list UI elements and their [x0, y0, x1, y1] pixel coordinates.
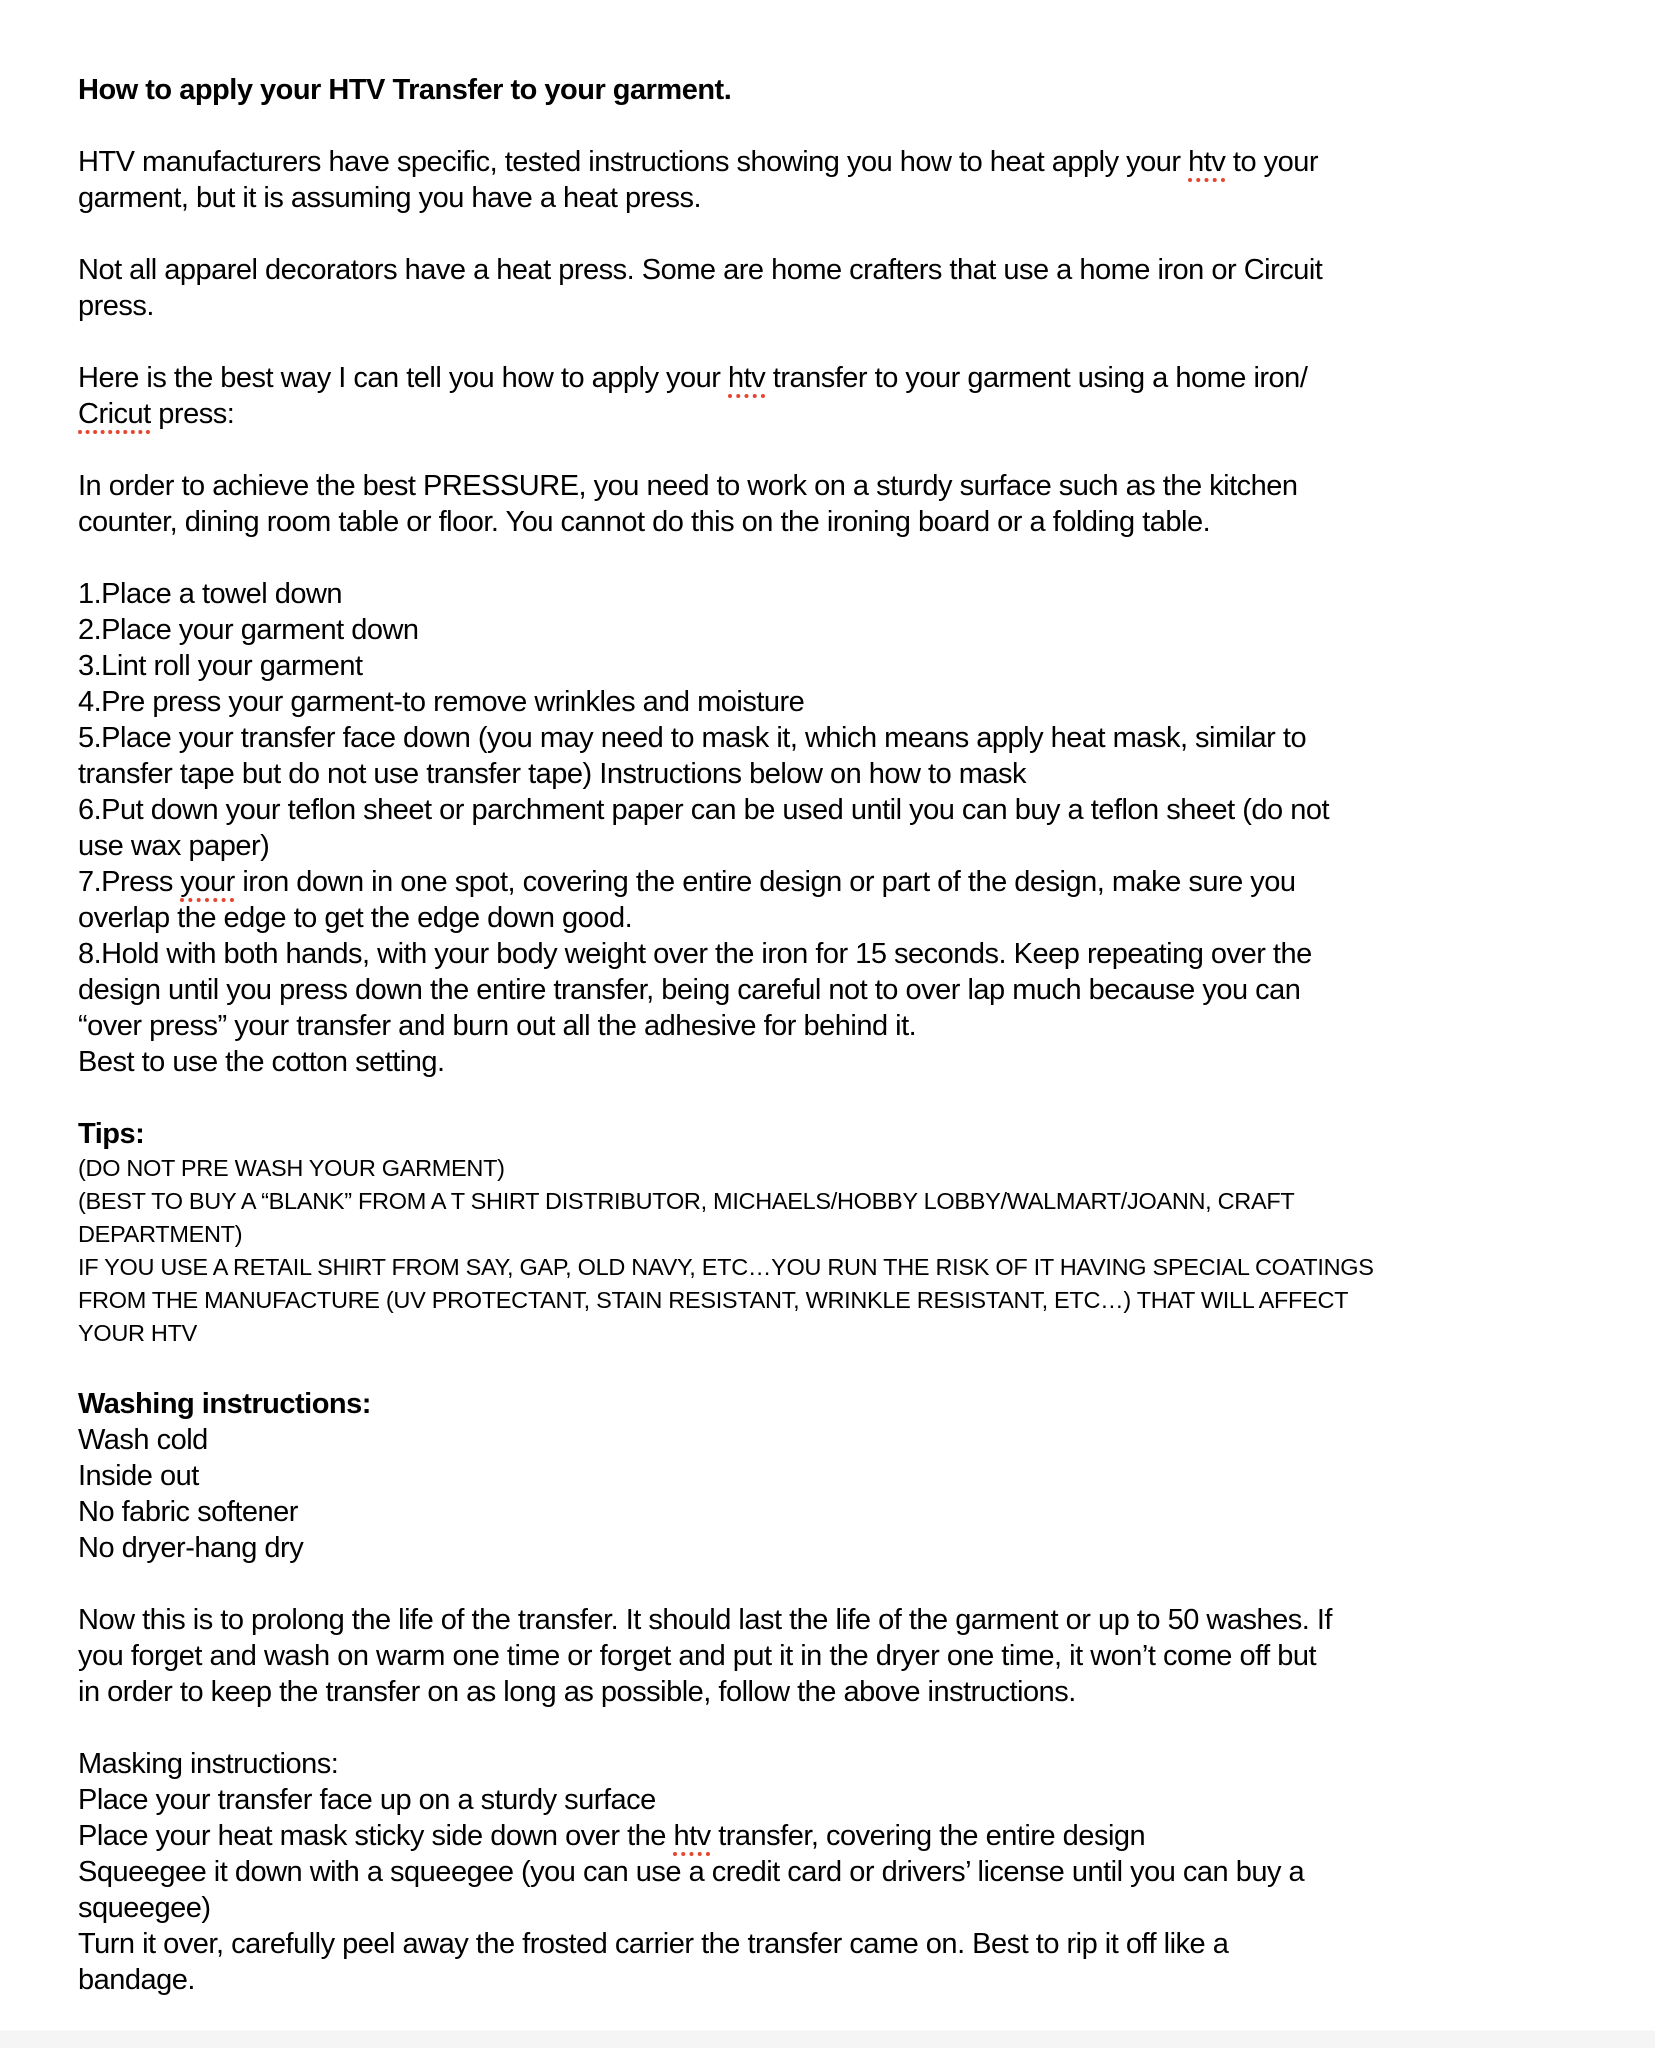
text-segment: Squeegee it down with a squeegee (you can use a credit card or drivers’ license until you can buy a [78, 1856, 1305, 1888]
text-segment: transfer, covering the entire design [710, 1820, 1146, 1852]
text-segment: Here is the best way I can tell you how to apply your [78, 362, 729, 394]
paragraph-pressure [78, 468, 1585, 540]
text-line [78, 1317, 1585, 1350]
text-line [78, 936, 1585, 972]
text-segment: to your [1225, 146, 1319, 178]
text-segment: “over press” your transfer and burn out all the adhesive for behind it. [78, 1010, 917, 1042]
spellcheck-underlined-word: Cricut [78, 398, 151, 430]
text-line [78, 1926, 1585, 1962]
text-segment: No dryer-hang dry [78, 1532, 304, 1564]
text-segment: 7.Press [78, 866, 181, 898]
text-line [78, 1638, 1585, 1674]
text-line [78, 1494, 1585, 1530]
text-line [78, 864, 1585, 900]
text-line [78, 252, 1585, 288]
text-line [78, 180, 1585, 216]
text-segment: 4.Pre press your garment-to remove wrinkles and moisture [78, 686, 805, 718]
text-line [78, 1890, 1585, 1926]
text-segment: 5.Place your transfer face down (you may need to mask it, which means apply heat mask, similar to [78, 722, 1307, 754]
text-line [78, 1818, 1585, 1854]
text-line [78, 648, 1585, 684]
text-segment: iron down in one spot, covering the entire design or part of the design, make sure you [234, 866, 1296, 898]
text-segment: overlap the edge to get the edge down good. [78, 902, 633, 934]
text-line [78, 756, 1585, 792]
tips-list [78, 1152, 1585, 1350]
tips-heading [78, 1116, 1585, 1152]
text-segment: IF YOU USE A RETAIL SHIRT FROM SAY, GAP, OLD NAVY, ETC…YOU RUN THE RISK OF IT HAVING SPECIAL COATINGS [78, 1254, 1374, 1280]
spellcheck-underlined-word: htv [728, 362, 766, 394]
text-line [78, 1530, 1585, 1566]
text-segment: design until you press down the entire transfer, being careful not to over lap much because you can [78, 974, 1301, 1006]
text-segment: Washing instructions: [78, 1388, 371, 1420]
paragraph-longevity [78, 1602, 1585, 1710]
text-segment: Best to use the cotton setting. [78, 1046, 445, 1078]
text-line [78, 504, 1585, 540]
text-segment: counter, dining room table or floor. You cannot do this on the ironing board or a folding table. [78, 506, 1211, 538]
paragraph-best-way [78, 360, 1585, 432]
text-line [78, 1602, 1585, 1638]
text-segment: press. [78, 290, 154, 322]
text-line [78, 72, 1585, 108]
text-line [78, 144, 1585, 180]
text-line [78, 396, 1585, 432]
text-segment: Tips: [78, 1118, 145, 1150]
text-line [78, 828, 1585, 864]
text-segment: Now this is to prolong the life of the transfer. It should last the life of the garment or up to 50 washes. If [78, 1604, 1332, 1636]
text-segment: Wash cold [78, 1424, 208, 1456]
spellcheck-underlined-word: htv [1188, 146, 1226, 178]
text-segment: squeegee) [78, 1892, 211, 1924]
text-line [78, 1218, 1585, 1251]
text-segment: transfer tape but do not use transfer tape) Instructions below on how to mask [78, 758, 1027, 790]
text-line [78, 1746, 1585, 1782]
text-segment: YOUR HTV [78, 1320, 198, 1346]
text-segment: 3.Lint roll your garment [78, 650, 363, 682]
text-segment: (BEST TO BUY A “BLANK” FROM A T SHIRT DISTRIBUTOR, MICHAELS/HOBBY LOBBY/WALMART/JOANN, CRAFT [78, 1188, 1295, 1214]
text-segment: press: [150, 398, 235, 430]
text-line [78, 720, 1585, 756]
text-line [78, 972, 1585, 1008]
text-line [78, 1116, 1585, 1152]
washing-instructions [78, 1386, 1585, 1566]
text-segment: you forget and wash on warm one time or forget and put it in the dryer one time, it won’t come off but [78, 1640, 1317, 1672]
spellcheck-underlined-word: your [180, 866, 235, 898]
text-line [78, 288, 1585, 324]
text-line [78, 1251, 1585, 1284]
text-segment: HTV manufacturers have specific, tested instructions showing you how to heat apply your [78, 146, 1189, 178]
text-segment: use wax paper) [78, 830, 270, 862]
text-line [78, 1422, 1585, 1458]
text-line [78, 1962, 1585, 1998]
text-segment: garment, but it is assuming you have a heat press. [78, 182, 702, 214]
text-line [78, 792, 1585, 828]
masking-instructions [78, 1746, 1585, 1998]
text-segment: transfer to your garment using a home iron/ [765, 362, 1308, 394]
spellcheck-underlined-word: htv [673, 1820, 711, 1852]
text-segment: Masking instructions: [78, 1748, 339, 1780]
text-line [78, 1044, 1585, 1080]
text-line [78, 1152, 1585, 1185]
text-line [78, 1284, 1585, 1317]
text-line [78, 576, 1585, 612]
text-segment: 2.Place your garment down [78, 614, 419, 646]
text-line [78, 1782, 1585, 1818]
text-segment: 1.Place a towel down [78, 578, 343, 610]
numbered-steps [78, 576, 1585, 1080]
text-line [78, 1386, 1585, 1422]
doc-title [78, 72, 1585, 108]
text-segment: How to apply your HTV Transfer to your garment. [78, 74, 732, 106]
text-line [78, 1854, 1585, 1890]
text-segment: FROM THE MANUFACTURE (UV PROTECTANT, STAIN RESISTANT, WRINKLE RESISTANT, ETC…) THAT WILL AFFECT [78, 1287, 1349, 1313]
text-line [78, 900, 1585, 936]
text-segment: DEPARTMENT) [78, 1221, 243, 1247]
text-line [78, 1008, 1585, 1044]
paragraph-no-heat-press [78, 252, 1585, 324]
text-segment: (DO NOT PRE WASH YOUR GARMENT) [78, 1155, 505, 1181]
text-segment: in order to keep the transfer on as long as possible, follow the above instructions. [78, 1676, 1076, 1708]
text-line [78, 612, 1585, 648]
text-segment: 6.Put down your teflon sheet or parchment paper can be used until you can buy a teflon sheet (do not [78, 794, 1330, 826]
paragraph-intro [78, 144, 1585, 216]
text-line [78, 684, 1585, 720]
text-segment: Place your heat mask sticky side down over the [78, 1820, 674, 1852]
text-segment: Turn it over, carefully peel away the frosted carrier the transfer came on. Best to rip it off like a [78, 1928, 1229, 1960]
text-segment: Inside out [78, 1460, 199, 1492]
text-segment: In order to achieve the best PRESSURE, you need to work on a sturdy surface such as the kitchen [78, 470, 1298, 502]
text-segment: Place your transfer face up on a sturdy surface [78, 1784, 656, 1816]
text-segment: bandage. [78, 1964, 195, 1996]
text-line [78, 1458, 1585, 1494]
text-line [78, 1674, 1585, 1710]
text-segment: Not all apparel decorators have a heat press. Some are home crafters that use a home iron or Circuit [78, 254, 1323, 286]
text-line [78, 1185, 1585, 1218]
text-line [78, 360, 1585, 396]
text-line [78, 468, 1585, 504]
bottom-bar [0, 2030, 1655, 2048]
text-segment: 8.Hold with both hands, with your body weight over the iron for 15 seconds. Keep repeating over the [78, 938, 1312, 970]
text-segment: No fabric softener [78, 1496, 298, 1528]
